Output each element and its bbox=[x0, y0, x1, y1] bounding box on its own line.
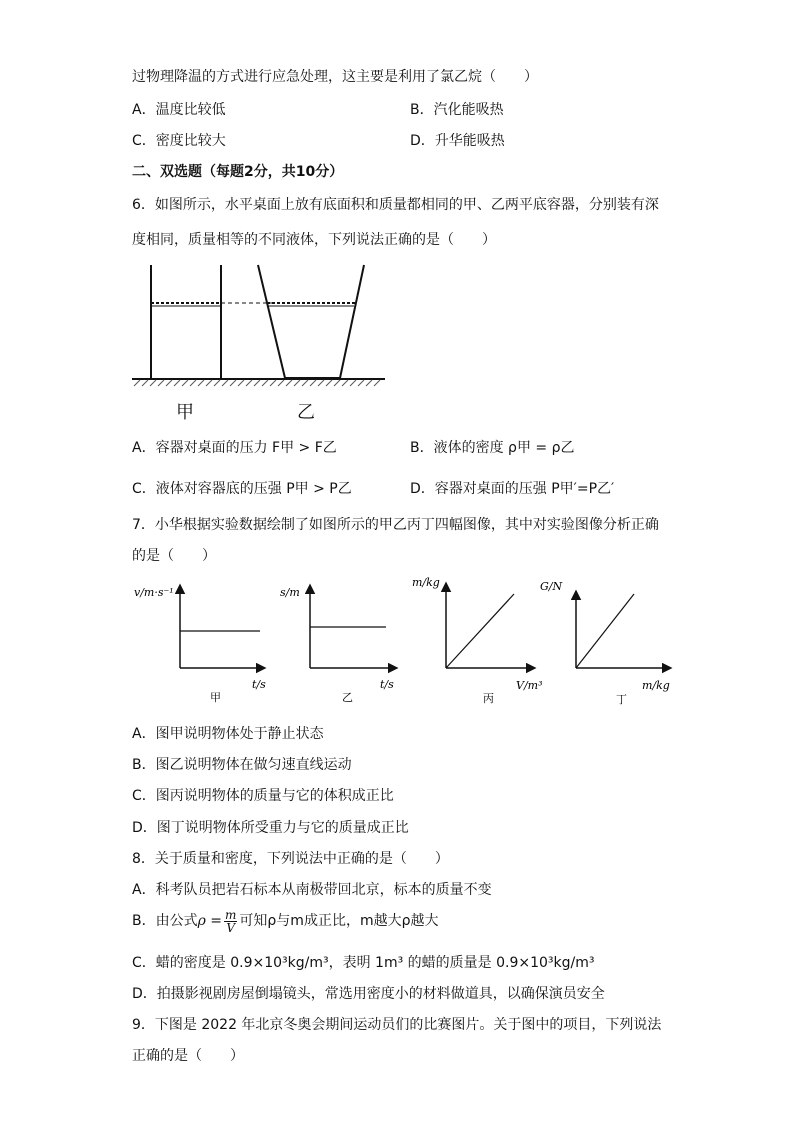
q6-containers-figure bbox=[130, 262, 390, 422]
q8-stem: 8．关于质量和密度，下列说法中正确的是（ ） bbox=[132, 851, 449, 867]
q6-option-d[interactable]: D．容器对桌面的压强 P甲′=P乙′ bbox=[410, 481, 615, 497]
q8-option-b[interactable] bbox=[132, 906, 438, 936]
q5-stem: 过物理降温的方式进行应急处理，这主要是利用了氯乙烷（ ） bbox=[132, 69, 538, 85]
graph-ding-caption: 丁 bbox=[616, 693, 627, 706]
graph-yi-caption: 乙 bbox=[342, 691, 353, 704]
q5-option-b[interactable]: B．汽化能吸热 bbox=[410, 102, 504, 118]
q8-option-d[interactable]: D．拍摄影视剧房屋倒塌镜头，常选用密度小的材料做道具，以确保演员安全 bbox=[132, 986, 605, 1002]
q7-stem-line2: 的是（ ） bbox=[132, 548, 216, 564]
q6-option-c[interactable]: C．液体对容器底的压强 P甲 > P乙 bbox=[132, 481, 352, 497]
formula-numerator: m bbox=[225, 907, 237, 922]
graph-ding-xlabel: m/kg bbox=[642, 679, 670, 692]
q6-label-jia: 甲 bbox=[176, 402, 194, 423]
section-heading: 二、双选题（每题2分，共10分） bbox=[132, 164, 344, 180]
q6-option-b[interactable]: B．液体的密度 ρ甲 = ρ乙 bbox=[410, 440, 575, 456]
graph-bing-xlabel: V/m³ bbox=[516, 679, 543, 692]
graph-bing-caption: 丙 bbox=[483, 692, 494, 705]
q7-option-a[interactable]: A．图甲说明物体处于静止状态 bbox=[132, 726, 324, 742]
density-formula-fraction bbox=[224, 909, 237, 934]
q5-option-a[interactable]: A．温度比较低 bbox=[132, 102, 226, 118]
q8-option-c[interactable]: C．蜡的密度是 0.9×10³kg/m³，表明 1m³ 的蜡的质量是 0.9×10³kg/m³ bbox=[132, 955, 595, 971]
q8-b-suffix: 可知ρ与m成正比，m越大ρ越大 bbox=[239, 913, 439, 929]
container-yi bbox=[258, 265, 364, 378]
graph-jia bbox=[132, 578, 267, 708]
graph-bing-ylabel: m/kg bbox=[412, 576, 440, 589]
graph-ding-ylabel: G/N bbox=[540, 580, 563, 593]
q7-option-b[interactable]: B．图乙说明物体在做匀速直线运动 bbox=[132, 757, 352, 773]
q8-b-formula-lhs: ρ = bbox=[197, 913, 223, 929]
q8-option-a[interactable]: A．科考队员把岩石标本从南极带回北京，标本的质量不变 bbox=[132, 882, 492, 898]
q9-stem-line1: 9．下图是 2022 年北京冬奥会期间运动员们的比赛图片。关于图中的项目，下列说法 bbox=[132, 1017, 662, 1033]
q7-option-c[interactable]: C．图丙说明物体的质量与它的体积成正比 bbox=[132, 788, 394, 804]
q5-option-d[interactable]: D．升华能吸热 bbox=[410, 133, 505, 149]
q6-label-yi: 乙 bbox=[297, 402, 315, 423]
q6-stem-line2: 度相同，质量相等的不同液体，下列说法正确的是（ ） bbox=[132, 232, 496, 248]
graph-yi-ylabel: s/m bbox=[280, 586, 300, 599]
formula-denominator: V bbox=[226, 920, 236, 935]
graph-yi bbox=[264, 578, 399, 708]
graph-jia-xlabel: t/s bbox=[252, 678, 266, 691]
q7-stem-line1: 7．小华根据实验数据绘制了如图所示的甲乙丙丁四幅图像，其中对实验图像分析正确 bbox=[132, 517, 659, 533]
q7-option-d[interactable]: D．图丁说明物体所受重力与它的质量成正比 bbox=[132, 820, 409, 836]
graph-jia-caption: 甲 bbox=[210, 691, 221, 704]
graph-jia-ylabel: v/m·s⁻¹ bbox=[134, 586, 174, 599]
q5-option-c[interactable]: C．密度比较大 bbox=[132, 133, 226, 149]
q8-b-prefix: B．由公式 bbox=[132, 913, 198, 929]
graph-bing bbox=[408, 572, 543, 708]
q6-option-a[interactable]: A．容器对桌面的压力 F甲 > F乙 bbox=[132, 440, 337, 456]
container-jia bbox=[151, 265, 221, 378]
q9-stem-line2: 正确的是（ ） bbox=[132, 1048, 244, 1064]
graph-yi-xlabel: t/s bbox=[380, 678, 394, 691]
q6-stem-line1: 6．如图所示，水平桌面上放有底面积和质量都相同的甲、乙两平底容器，分别装有深 bbox=[132, 197, 659, 213]
graph-ding bbox=[540, 576, 675, 708]
